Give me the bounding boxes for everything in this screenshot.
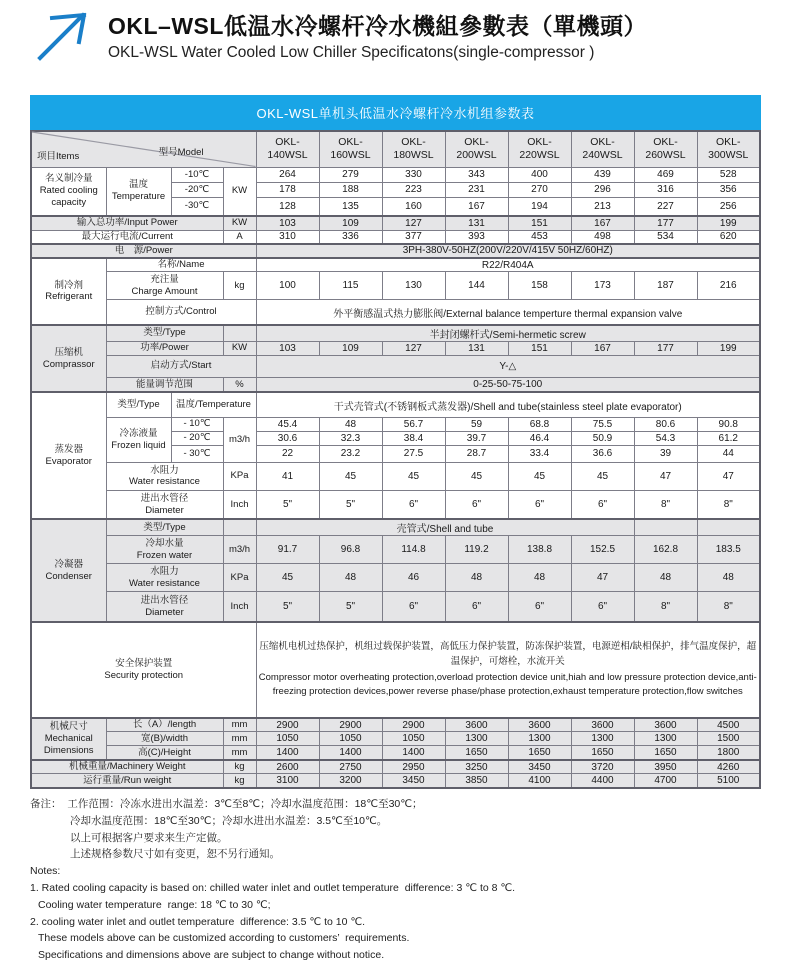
value-cell: 3950 xyxy=(634,760,697,774)
value-cell: 3200 xyxy=(319,774,382,788)
empty-unit-cell xyxy=(223,325,256,342)
label-machinery-weight: 机械重量/Machinery Weight xyxy=(31,760,223,774)
value-cell: 3720 xyxy=(571,760,634,774)
value-cell: 45 xyxy=(256,564,319,592)
value-cell: 1650 xyxy=(634,746,697,760)
value-cell: 128 xyxy=(256,197,319,216)
title-block xyxy=(30,8,647,62)
note-line: 1. Rated cooling capacity is based on: chilled water inlet and outlet temperature difference: 3 ℃ to 8 ℃. xyxy=(30,881,516,894)
value-cell: 48 xyxy=(445,564,508,592)
value-cell: 46 xyxy=(382,564,445,592)
value-cell: 316 xyxy=(634,182,697,197)
value-cell: 310 xyxy=(256,230,319,244)
value-cell: 5" xyxy=(319,490,382,519)
value-cell: 296 xyxy=(571,182,634,197)
value-cell: 152.5 xyxy=(571,536,634,564)
value-cell: 45 xyxy=(508,462,571,490)
value-cell: 115 xyxy=(319,272,382,300)
value-cell: 2950 xyxy=(382,760,445,774)
label-height: 高(C)/Height xyxy=(106,746,223,760)
unit-kpa: KPa xyxy=(223,564,256,592)
compressor-power-row xyxy=(31,341,760,355)
value-cell: 4100 xyxy=(508,774,571,788)
value-cell: 1050 xyxy=(319,732,382,746)
unit-kw: KW xyxy=(223,216,256,230)
label-evap-minus20: - 20℃ xyxy=(171,431,223,445)
value-cell: 356 xyxy=(697,182,760,197)
value-cell: 48 xyxy=(319,564,382,592)
value-cell: 5" xyxy=(256,592,319,622)
value-cell: 6" xyxy=(508,490,571,519)
value-cell: 439 xyxy=(571,167,634,182)
label-rated-cooling: 名义制冷量 Rated cooling capacity xyxy=(31,167,106,216)
unit-percent: % xyxy=(223,377,256,392)
value-cell: 80.6 xyxy=(634,417,697,431)
value-cell: 33.4 xyxy=(508,445,571,462)
value-cell: 103 xyxy=(256,341,319,355)
value-cell: 90.8 xyxy=(697,417,760,431)
label-compressor-type: 类型/Type xyxy=(106,325,223,342)
model-header-260wsl: OKL- 260WSL xyxy=(634,131,697,167)
value-cell: 453 xyxy=(508,230,571,244)
label-frozen-liquid: 冷冻液量 Frozen liquid xyxy=(106,417,171,462)
unit-kg: kg xyxy=(223,760,256,774)
value-cell: 28.7 xyxy=(445,445,508,462)
value-cell: 216 xyxy=(697,272,760,300)
label-control: 控制方式/Control xyxy=(106,300,256,325)
value-cell: 75.5 xyxy=(571,417,634,431)
value-cell: 177 xyxy=(634,341,697,355)
value-cell: 1650 xyxy=(445,746,508,760)
power-supply-row xyxy=(31,244,760,258)
value-cell: 343 xyxy=(445,167,508,182)
label-refrigerant: 制冷剂 Refrigerant xyxy=(31,258,106,325)
model-header-240wsl: OKL- 240WSL xyxy=(571,131,634,167)
spec-table xyxy=(30,130,761,789)
unit-kw: KW xyxy=(223,167,256,216)
value-cell: 41 xyxy=(256,462,319,490)
value-cell: 1500 xyxy=(697,732,760,746)
value-cell: 91.7 xyxy=(256,536,319,564)
note-line: Cooling water temperature range: 18 ℃ to 30 ℃; xyxy=(38,898,271,911)
value-cell: 167 xyxy=(571,341,634,355)
model-header-300wsl: OKL- 300WSL xyxy=(697,131,760,167)
label-evap-minus10: - 10℃ xyxy=(171,417,223,431)
value-cell: 498 xyxy=(571,230,634,244)
value-cell: 135 xyxy=(319,197,382,216)
value-cell: 59 xyxy=(445,417,508,431)
value-cell: 1650 xyxy=(571,746,634,760)
label-evaporator-type: 类型/Type xyxy=(106,392,171,417)
value-cell: 45 xyxy=(382,462,445,490)
label-minus20: -20℃ xyxy=(171,182,223,197)
empty-cell xyxy=(634,519,697,536)
current-row xyxy=(31,230,760,244)
label-evap-minus30: - 30℃ xyxy=(171,445,223,462)
value-cell: 3600 xyxy=(508,718,571,732)
value-cell: 6" xyxy=(508,592,571,622)
cooling-minus10-row xyxy=(31,167,760,182)
unit-inch: Inch xyxy=(223,592,256,622)
control-value: 外平衡感温式热力膨胀阀/External balance temperture thermal expansion valve xyxy=(256,300,760,325)
empty-unit-cell xyxy=(223,519,256,536)
value-cell: 127 xyxy=(382,216,445,230)
value-cell: 167 xyxy=(571,216,634,230)
value-cell: 131 xyxy=(445,216,508,230)
value-cell: 177 xyxy=(634,216,697,230)
value-cell: 3600 xyxy=(445,718,508,732)
label-evap-diameter: 进出水管径 Diameter xyxy=(106,490,223,519)
value-cell: 1400 xyxy=(319,746,382,760)
value-cell: 44 xyxy=(697,445,760,462)
value-cell: 1050 xyxy=(382,732,445,746)
value-cell: 6" xyxy=(445,592,508,622)
condenser-type-value: 壳管式/Shell and tube xyxy=(256,519,634,536)
value-cell: 47 xyxy=(634,462,697,490)
note-line: Specifications and dimensions above are subject to change without notice. xyxy=(38,949,385,962)
value-cell: 231 xyxy=(445,182,508,197)
value-cell: 119.2 xyxy=(445,536,508,564)
value-cell: 1300 xyxy=(508,732,571,746)
evap-flow-minus10-row xyxy=(31,417,760,431)
value-cell: 22 xyxy=(256,445,319,462)
value-cell: 256 xyxy=(697,197,760,216)
note-line: These models above can be customized according to customers’ requirements. xyxy=(38,932,410,945)
value-cell: 61.2 xyxy=(697,431,760,445)
value-cell: 127 xyxy=(382,341,445,355)
value-cell: 131 xyxy=(445,341,508,355)
note-line: 冷却水温度范围：18℃至30℃；冷却水进出水温差：3.5℃至10℃。 xyxy=(70,814,388,827)
value-cell: 39 xyxy=(634,445,697,462)
label-security-protection: 安全保护装置 Security protection xyxy=(31,622,256,718)
label-width: 宽(B)/width xyxy=(106,732,223,746)
value-cell: 4400 xyxy=(571,774,634,788)
label-minus30: -30℃ xyxy=(171,197,223,216)
label-compressor-power: 功率/Power xyxy=(106,341,223,355)
value-cell: 2900 xyxy=(382,718,445,732)
value-cell: 264 xyxy=(256,167,319,182)
machinery-weight-row xyxy=(31,760,760,774)
evap-water-resistance-row xyxy=(31,462,760,490)
value-cell: 279 xyxy=(319,167,382,182)
value-cell: 6" xyxy=(382,490,445,519)
label-start-mode: 启动方式/Start xyxy=(106,355,256,377)
label-mechanical-dimensions: 机械尺寸 Mechanical Dimensions xyxy=(31,718,106,760)
power-supply-value: 3PH-380V-50HZ(200V/220V/415V 50HZ/60HZ) xyxy=(256,244,760,258)
value-cell: 6" xyxy=(445,490,508,519)
value-cell: 30.6 xyxy=(256,431,319,445)
energy-range-value: 0-25-50-75-100 xyxy=(256,377,760,392)
value-cell: 4500 xyxy=(697,718,760,732)
table-banner: OKL-WSL单机头低温水冷螺杆冷水机组参数表 xyxy=(30,95,761,130)
value-cell: 144 xyxy=(445,272,508,300)
value-cell: 187 xyxy=(634,272,697,300)
value-cell: 173 xyxy=(571,272,634,300)
cond-diameter-row xyxy=(31,592,760,622)
value-cell: 114.8 xyxy=(382,536,445,564)
label-temperature: 温度 Temperature xyxy=(106,167,171,216)
width-row xyxy=(31,732,760,746)
value-cell: 199 xyxy=(697,216,760,230)
value-cell: 138.8 xyxy=(508,536,571,564)
items-label: 项目Items xyxy=(37,151,80,162)
value-cell: 1300 xyxy=(634,732,697,746)
note-line: 上述规格参数尺寸如有变更，恕不另行通知。 xyxy=(70,848,280,861)
security-protection-row xyxy=(31,622,760,718)
charge-amount-row xyxy=(31,272,760,300)
label-energy-range: 能量调节范围 xyxy=(106,377,223,392)
value-cell: 1050 xyxy=(256,732,319,746)
refrigerant-name-value: R22/R404A xyxy=(256,258,760,272)
control-row xyxy=(31,300,760,325)
note-line: Notes: xyxy=(30,865,61,878)
value-cell: 23.2 xyxy=(319,445,382,462)
notes-block xyxy=(30,796,760,964)
value-cell: 27.5 xyxy=(382,445,445,462)
value-cell: 167 xyxy=(445,197,508,216)
value-cell: 47 xyxy=(697,462,760,490)
value-cell: 213 xyxy=(571,197,634,216)
unit-mm: mm xyxy=(223,746,256,760)
value-cell: 534 xyxy=(634,230,697,244)
value-cell: 5" xyxy=(256,490,319,519)
value-cell: 68.8 xyxy=(508,417,571,431)
unit-mm: mm xyxy=(223,732,256,746)
unit-a: A xyxy=(223,230,256,244)
value-cell: 45 xyxy=(571,462,634,490)
value-cell: 109 xyxy=(319,216,382,230)
value-cell: 178 xyxy=(256,182,319,197)
unit-kw: KW xyxy=(223,341,256,355)
value-cell: 1300 xyxy=(571,732,634,746)
value-cell: 2900 xyxy=(319,718,382,732)
length-row xyxy=(31,718,760,732)
label-minus10: -10℃ xyxy=(171,167,223,182)
value-cell: 46.4 xyxy=(508,431,571,445)
value-cell: 5100 xyxy=(697,774,760,788)
value-cell: 36.6 xyxy=(571,445,634,462)
unit-mm: mm xyxy=(223,718,256,732)
value-cell: 32.3 xyxy=(319,431,382,445)
value-cell: 8" xyxy=(697,592,760,622)
cond-water-resistance-row xyxy=(31,564,760,592)
value-cell: 3250 xyxy=(445,760,508,774)
label-condenser: 冷凝器 Condenser xyxy=(31,519,106,622)
value-cell: 103 xyxy=(256,216,319,230)
label-condenser-type: 类型/Type xyxy=(106,519,223,536)
start-mode-row xyxy=(31,355,760,377)
value-cell: 227 xyxy=(634,197,697,216)
value-cell: 8" xyxy=(634,592,697,622)
condenser-type-row xyxy=(31,519,760,536)
security-protection-value: 压缩机电机过热保护，机组过载保护装置，高低压力保护装置，防冻保护装置，电源逆相/缺相保护，排气温度保护，超温保护，可熔栓，水流开关 Compressor motor overheating protection,overload protection device unit,hiah and low pressure protection device,anti-freezing protection devices,power reverse phase/phase protection,exhaust temperature protection,flow switches xyxy=(256,622,760,718)
value-cell: 199 xyxy=(697,341,760,355)
unit-m3h: m3/h xyxy=(223,417,256,462)
value-cell: 48 xyxy=(319,417,382,431)
label-cond-diameter: 进出水管径 Diameter xyxy=(106,592,223,622)
value-cell: 1400 xyxy=(382,746,445,760)
value-cell: 3600 xyxy=(634,718,697,732)
refrigerant-name-row xyxy=(31,258,760,272)
value-cell: 6" xyxy=(571,592,634,622)
value-cell: 56.7 xyxy=(382,417,445,431)
label-charge-amount: 充注量 Charge Amount xyxy=(106,272,223,300)
value-cell: 45 xyxy=(445,462,508,490)
value-cell: 336 xyxy=(319,230,382,244)
value-cell: 377 xyxy=(382,230,445,244)
value-cell: 38.4 xyxy=(382,431,445,445)
value-cell: 151 xyxy=(508,341,571,355)
note-line: 以上可根据客户要求来生产定做。 xyxy=(70,831,228,844)
label-compressor: 压缩机 Comprassor xyxy=(31,325,106,393)
value-cell: 54.3 xyxy=(634,431,697,445)
label-length: 长（A）/length xyxy=(106,718,223,732)
value-cell: 3100 xyxy=(256,774,319,788)
value-cell: 6" xyxy=(382,592,445,622)
label-evaporator: 蒸发器 Evaporator xyxy=(31,392,106,519)
value-cell: 45.4 xyxy=(256,417,319,431)
note-line: 备注： 工作范围：冷冻水进出水温差：3℃至8℃；冷却水温度范围：18℃至30℃； xyxy=(30,798,423,810)
evap-diameter-row xyxy=(31,490,760,519)
value-cell: 1800 xyxy=(697,746,760,760)
model-header-row xyxy=(31,131,760,167)
value-cell: 100 xyxy=(256,272,319,300)
label-refrigerant-name: 名称/Name xyxy=(106,258,256,272)
value-cell: 158 xyxy=(508,272,571,300)
label-temp-header: 温度/Temperature xyxy=(171,392,256,417)
value-cell: 4260 xyxy=(697,760,760,774)
label-current: 最大运行电流/Current xyxy=(31,230,223,244)
corner-header-cell xyxy=(31,131,256,167)
unit-m3h: m3/h xyxy=(223,536,256,564)
evaporator-type-value: 干式壳管式(不锈钢板式蒸发器)/Shell and tube(stainless steel plate evaporator) xyxy=(256,392,760,417)
value-cell: 4700 xyxy=(634,774,697,788)
value-cell: 188 xyxy=(319,182,382,197)
model-header-140wsl: OKL- 140WSL xyxy=(256,131,319,167)
value-cell: 1400 xyxy=(256,746,319,760)
value-cell: 2900 xyxy=(256,718,319,732)
cond-flow-row xyxy=(31,536,760,564)
label-cond-water-resistance: 水阻力 Water resistance xyxy=(106,564,223,592)
value-cell: 270 xyxy=(508,182,571,197)
value-cell: 194 xyxy=(508,197,571,216)
value-cell: 1650 xyxy=(508,746,571,760)
start-mode-value: Y-△ xyxy=(256,355,760,377)
value-cell: 48 xyxy=(697,564,760,592)
value-cell: 162.8 xyxy=(634,536,697,564)
model-header-200wsl: OKL- 200WSL xyxy=(445,131,508,167)
value-cell: 3450 xyxy=(382,774,445,788)
value-cell: 3600 xyxy=(571,718,634,732)
value-cell: 330 xyxy=(382,167,445,182)
empty-cell xyxy=(697,519,760,536)
value-cell: 620 xyxy=(697,230,760,244)
value-cell: 469 xyxy=(634,167,697,182)
value-cell: 8" xyxy=(634,490,697,519)
input-power-row xyxy=(31,216,760,230)
label-evap-water-resistance: 水阻力 Water resistance xyxy=(106,462,223,490)
label-frozen-water: 冷却水量 Frozen water xyxy=(106,536,223,564)
value-cell: 45 xyxy=(319,462,382,490)
model-header-160wsl: OKL- 160WSL xyxy=(319,131,382,167)
value-cell: 39.7 xyxy=(445,431,508,445)
unit-kpa: KPa xyxy=(223,462,256,490)
page-title-english: OKL-WSL Water Cooled Low Chiller Specificatons(single-compressor ) xyxy=(108,44,595,61)
label-input-power: 输入总功率/Input Power xyxy=(31,216,223,230)
value-cell: 109 xyxy=(319,341,382,355)
value-cell: 5" xyxy=(319,592,382,622)
value-cell: 96.8 xyxy=(319,536,382,564)
model-header-180wsl: OKL- 180WSL xyxy=(382,131,445,167)
run-weight-row xyxy=(31,774,760,788)
model-label: 型号Model xyxy=(158,147,204,158)
value-cell: 3850 xyxy=(445,774,508,788)
height-row xyxy=(31,746,760,760)
value-cell: 3450 xyxy=(508,760,571,774)
unit-kg: kg xyxy=(223,272,256,300)
value-cell: 47 xyxy=(571,564,634,592)
unit-kg: kg xyxy=(223,774,256,788)
compressor-type-row xyxy=(31,325,760,342)
evaporator-type-row xyxy=(31,392,760,417)
value-cell: 400 xyxy=(508,167,571,182)
value-cell: 160 xyxy=(382,197,445,216)
compressor-type-value: 半封闭螺杆式/Semi-hermetic screw xyxy=(256,325,760,342)
value-cell: 183.5 xyxy=(697,536,760,564)
unit-inch: Inch xyxy=(223,490,256,519)
value-cell: 8" xyxy=(697,490,760,519)
label-run-weight: 运行重量/Run weight xyxy=(31,774,223,788)
value-cell: 2600 xyxy=(256,760,319,774)
value-cell: 151 xyxy=(508,216,571,230)
note-line: 2. cooling water inlet and outlet temperature difference: 3.5 ℃ to 10 ℃. xyxy=(30,915,366,928)
value-cell: 130 xyxy=(382,272,445,300)
value-cell: 528 xyxy=(697,167,760,182)
value-cell: 1300 xyxy=(445,732,508,746)
value-cell: 6" xyxy=(571,490,634,519)
value-cell: 393 xyxy=(445,230,508,244)
energy-range-row xyxy=(31,377,760,392)
value-cell: 2750 xyxy=(319,760,382,774)
label-power-supply: 电 源/Power xyxy=(31,244,256,258)
value-cell: 50.9 xyxy=(571,431,634,445)
value-cell: 48 xyxy=(508,564,571,592)
brand-arrow-icon xyxy=(30,8,100,62)
value-cell: 223 xyxy=(382,182,445,197)
value-cell: 48 xyxy=(634,564,697,592)
model-header-220wsl: OKL- 220WSL xyxy=(508,131,571,167)
page-title-chinese: OKL–WSL低温水冷螺杆冷水機組參數表（單機頭） xyxy=(108,13,647,39)
